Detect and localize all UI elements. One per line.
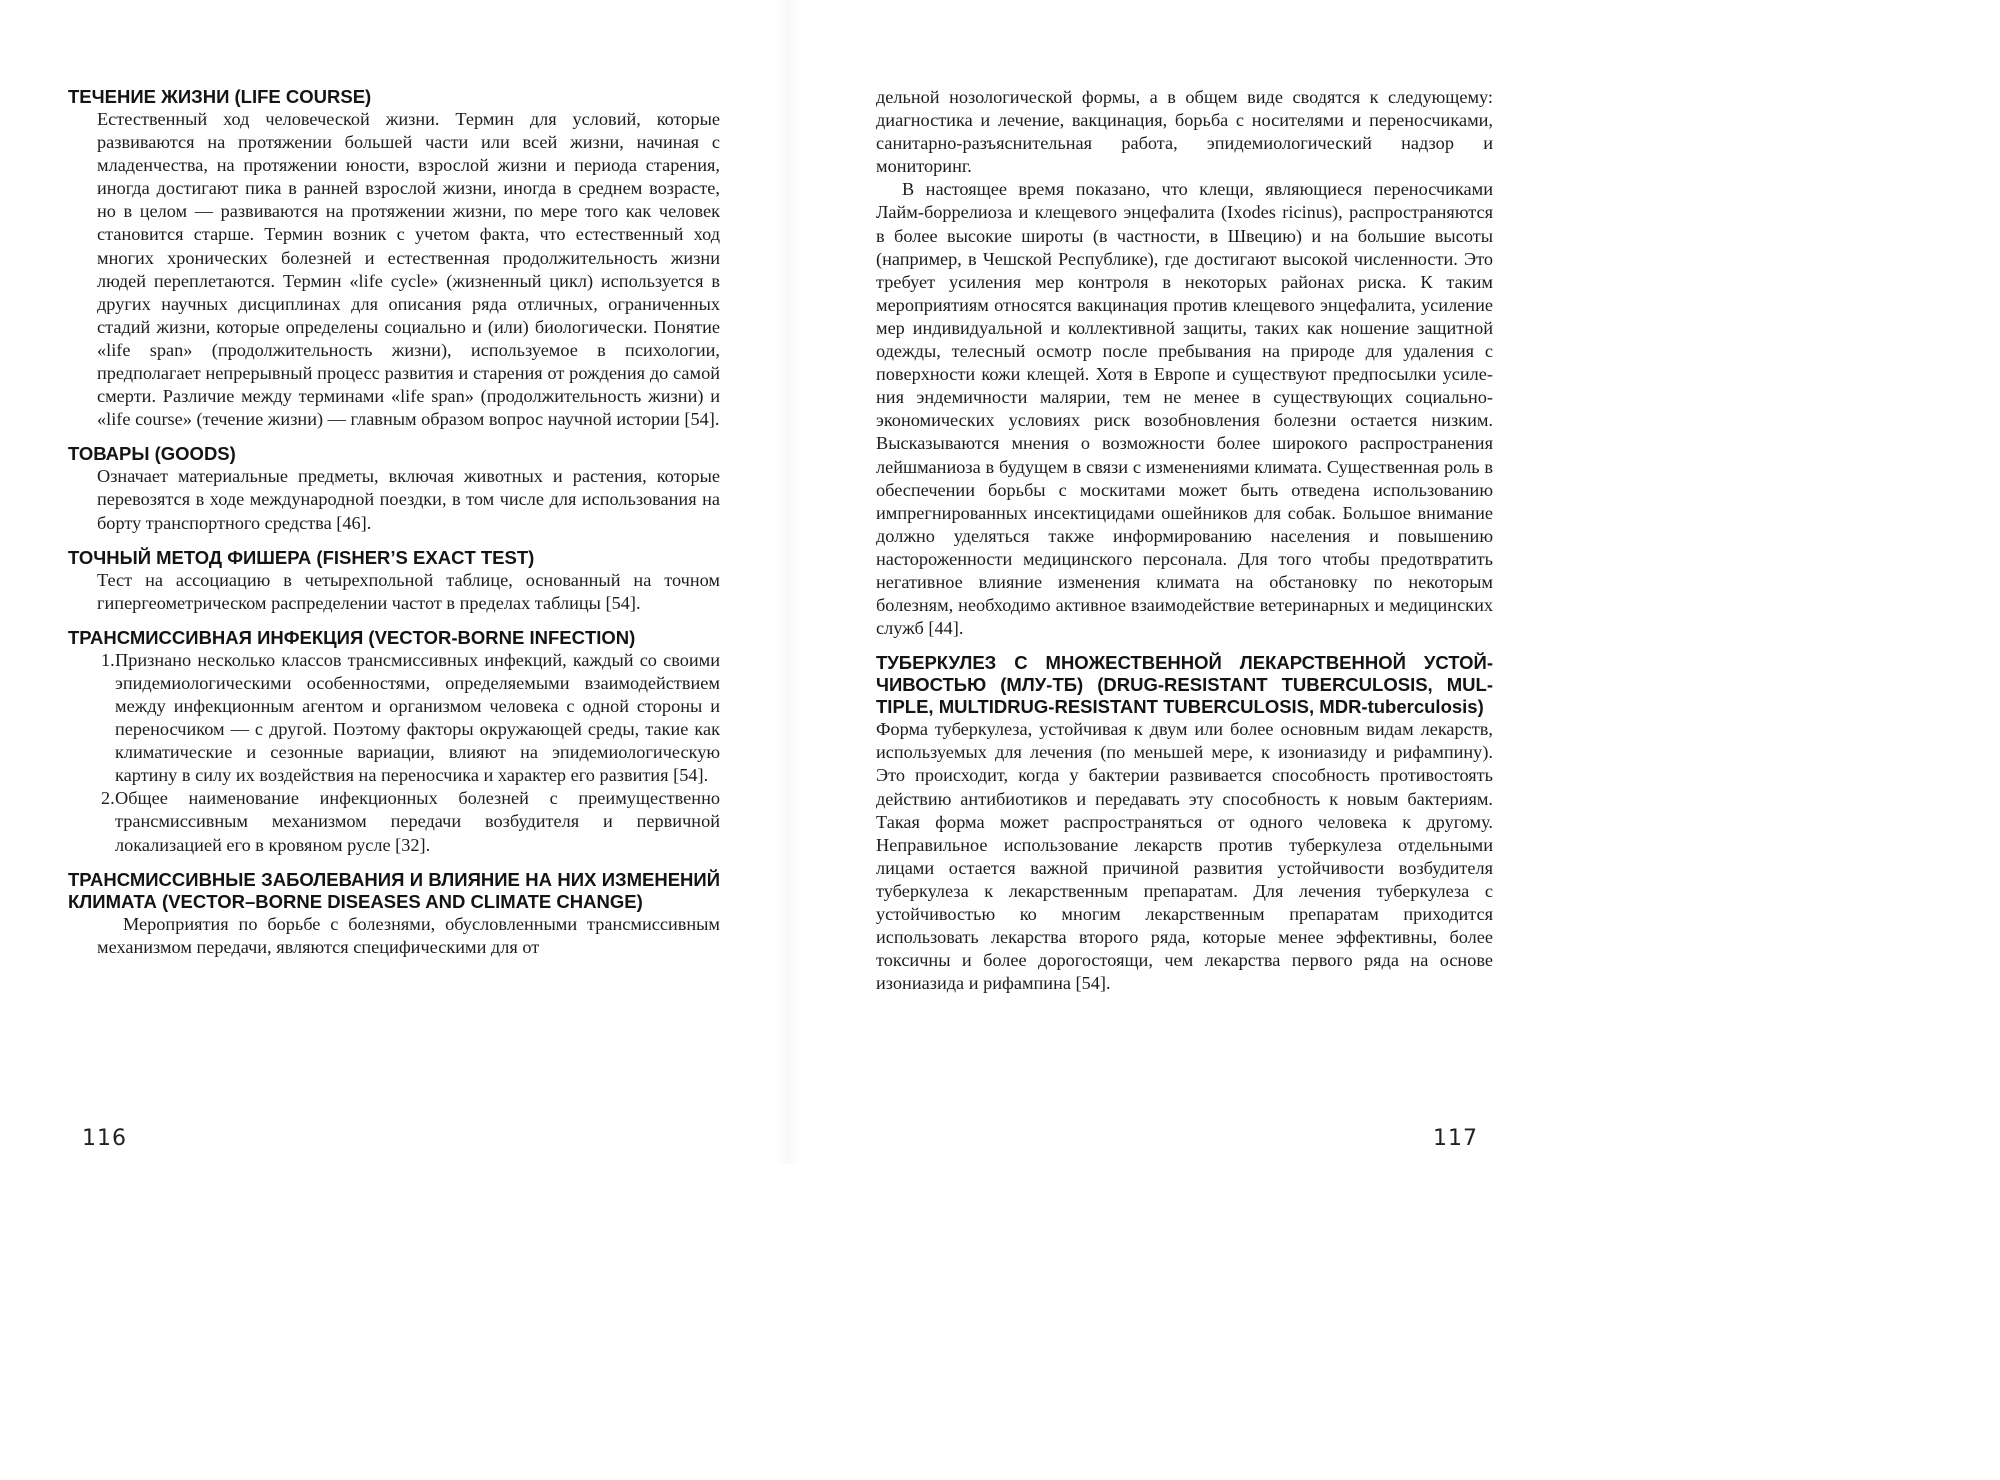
paragraph-ticks: В настоящее время показано, что клещи, являющиеся переносчиками Лайм-боррелиоза и клещевого энцефалита (Ixodes ricinus), распространяются в более высокие широты (в частности, в Швецию) и на большие высоты (например, в Чешской Республике), где достигают высокой численности. Это требует усиления мер контроля в некоторых районах риска. К таким мероприятиям относятся вакцинация против клещевого энцефалита, усиление мер индивидуальной и коллективной защиты, таких как ношение защитной одежды, телесный осмотр после пребывания на природе для удаления с поверхности кожи клещей. Хотя в Европе и существуют предпосылки усиления эндемичности малярии, тем не менее в существующих социально-экономических условиях риск возобновления болезни остается низким. Высказываются мнения о возможности более широкого распространения лейшманиоза в будущем в связи с изменениями климата. Существенная роль в обеспечении борьбы с москитами может быть отведена использованию импрегнированных инсектицидами ошейников для собак. Большое внимание должно уделяться также информированию населения и повышению настороженности медицинского персонала. Для того чтобы предотвратить негативное влияние изменения климата на обстановку по некоторым болезням, необходимо активное взаимодействие ветеринарных и медицинских служб [44]. (876, 179, 1493, 639)
list-item (68, 649, 720, 788)
page-fold (776, 0, 800, 1164)
list-item (68, 787, 720, 856)
entry-text: Форма туберкулеза, устойчивая к двум или более основным видам лекарств, используемых для лечения (по меньшей мере, к изониазиду и рифампину). Это происходит, когда у бактерии развивается способность противостоять действию антибиотиков и передавать эту способность к новым бактериям. Такая форма может распространяться от одного человека к другому. Неправильное использование лекарств против туберкулеза отдельными лицами остается важной причиной развития устойчивости возбудителя туберкулеза к лекарственным препаратам. Для лечения туберкулеза с устойчивостью ко многим лекарственным препаратам приходится использовать лекарства второго ряда, которые менее эффективны, более токсичны и более дорогостоящи, чем лекарства первого ряда на основе изониазида и рифампина [54]. (876, 719, 1493, 994)
entry-heading: ТЕЧЕНИЕ ЖИЗНИ (LIFE COURSE) (68, 86, 372, 107)
entry-vector-borne-infection (68, 627, 720, 857)
entry-heading: ТРАНСМИССИВНАЯ ИНФЕКЦИЯ (VECTOR-BORNE INFECTION) (68, 626, 636, 648)
page-number-right: 117 (1433, 1126, 1478, 1151)
list-item-text: Признано несколько классов трансмиссивных инфекций, каждый со своими эпидемиологическими особенностями, определяемыми взаимодействием между инфекционным агентом и организмом человека с одной стороны и переносчиком — с другой. Поэтому факторы окружающей среды, такие как климатические и сезонные вариации, влияют на эпидемиологическую картину в силу их воздействия на переносчика и характер его развития [54]. (115, 649, 720, 786)
entry-text: Означает материальные предметы, включая животных и растения, которые перевозятся в ходе международной поездки, в том числе для использования на борту транспортного средства [46]. (97, 466, 720, 533)
entry-heading: ТОВАРЫ (GOODS) (68, 443, 236, 465)
right-page (876, 86, 1493, 1007)
entry-heading: ТРАНСМИССИВНЫЕ ЗАБОЛЕВАНИЯ И ВЛИЯНИЕ НА НИХ ИЗМЕНЕНИЙ КЛИМАТА (VECTOR–BORNE DISEASES AND CLIMATE CHANGE) (68, 868, 720, 912)
entry-vector-borne-climate (68, 869, 720, 959)
left-page (68, 86, 720, 971)
entry-goods (68, 443, 720, 534)
entry-text: Естественный ход человеческой жизни. Термин для условий, которые развиваются на протяжении большей части или всей жизни, начиная с младенчества, на протяжении юности, взрослой жизни и периода старения, иногда достигают пика в ранней взрослой жизни, иногда в среднем возрасте, но в целом — развиваются на протяжении жизни, по мере того как человек становится старше. Термин возник с учетом факта, что естественный ход многих хронических болезней и естественная продолжительность жизни людей переплетаются. Термин «life cycle» (жизненный цикл) используется в других научных дисциплинах для описания ряда отличных, ограниченных стадий жизни, которые определены социально и (или) биологически. Понятие «life span» (продолжительность жизни), используемое в психологии, предполагает непрерывный процесс развития и старения от рождения до самой смерти. Различие между терминами «life span» (продолжительность жизни) и «life course» (течение жизни) — главным образом вопрос научной истории [54]. (97, 109, 720, 430)
list-number: 1. (101, 649, 115, 670)
list-item-text: Общее наименование инфекционных болезней с преимущественно трансмиссивным механизмом передачи возбудителя и первичной локализацией его в кровяном русле [32]. (115, 788, 720, 855)
page-number-left: 116 (82, 1126, 127, 1151)
entry-fisher-test (68, 547, 720, 615)
entry-text: Тест на ассоциацию в четырехпольной таблице, основанный на точном гипергеометрическом распределении частот в пределах таблицы [54]. (97, 569, 720, 613)
entry-text: Мероприятия по борьбе с болезнями, обусловленными трансмиссивным механизмом передачи, являются специфическими для от (97, 913, 720, 957)
entry-heading: ТОЧНЫЙ МЕТОД ФИШЕРА (FISHER’S EXACT TEST) (68, 546, 535, 568)
entry-life-course (68, 86, 720, 431)
numbered-list (68, 649, 720, 857)
list-number: 2. (101, 788, 115, 809)
continued-text: дельной нозологической формы, а в общем виде сводятся к следующему: диагностика и лечение, вакцинация, борьба с носителями и переносчиками, санитарно-разъяснительная работа, эпидемиологический надзор и мониторинг. (876, 87, 1493, 177)
entry-mdr-tuberculosis (876, 652, 1493, 995)
entry-heading: ТУБЕРКУЛЕЗ С МНОЖЕСТВЕННОЙ ЛЕКАРСТВЕННОЙ УСТОЙЧИВОСТЬЮ (МЛУ-ТБ) (DRUG-RESISTANT TUBERCULOSIS, MULTIPLE, MULTIDRUG-RESISTANT TUBERCULOSIS, MDR-tuberculosis) (876, 652, 1493, 718)
